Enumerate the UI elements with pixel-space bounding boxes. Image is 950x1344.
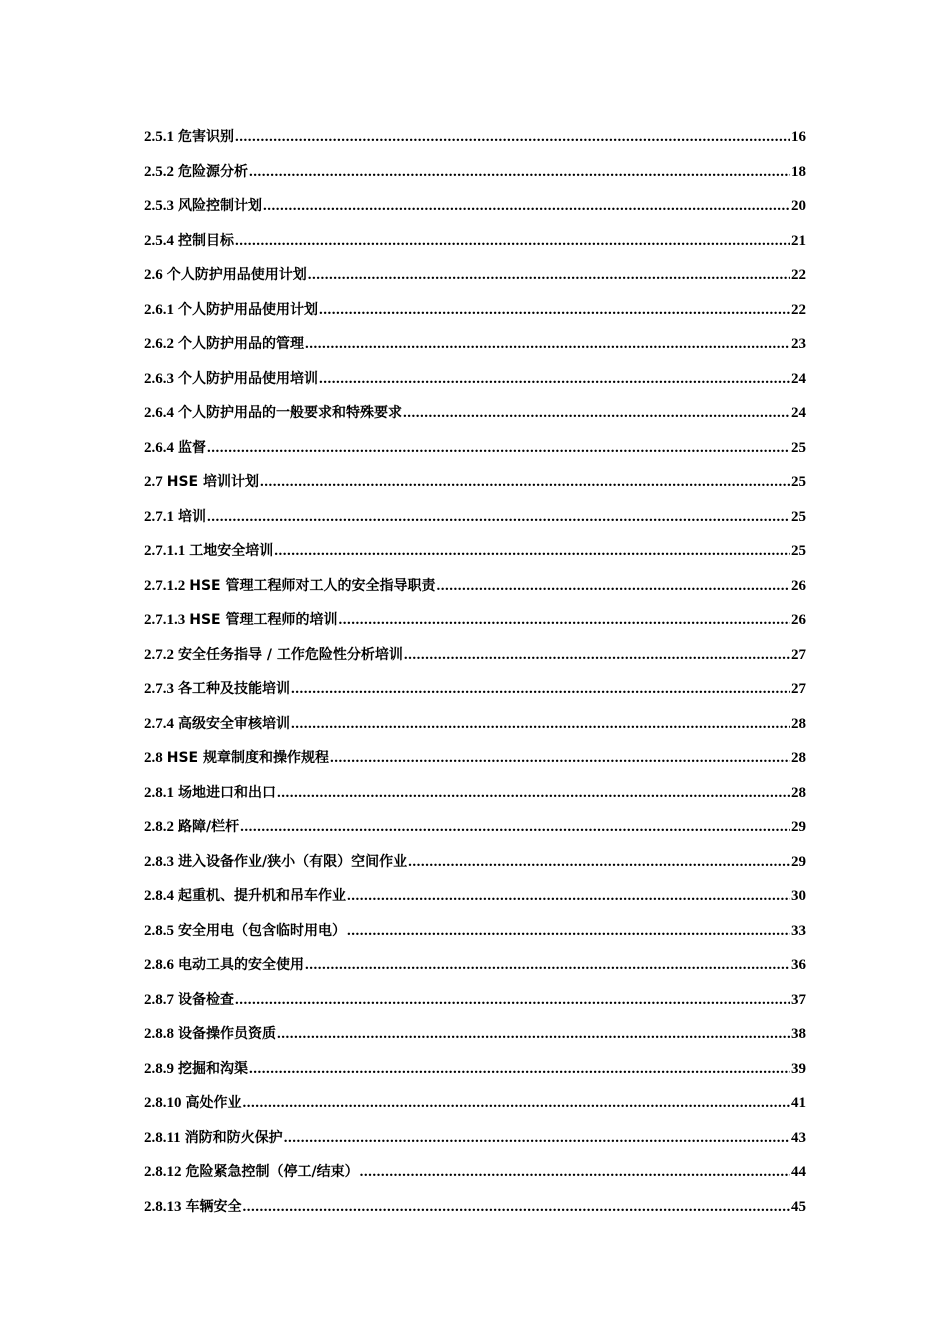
dot-leader <box>207 431 790 466</box>
toc-page-number: 28 <box>791 715 806 732</box>
toc-entry[interactable] <box>144 396 806 431</box>
dot-leader <box>339 603 791 638</box>
toc-number: 2.8.12 <box>144 1164 182 1180</box>
toc-title: 设备操作员资质 <box>178 1026 276 1042</box>
dot-leader <box>260 465 790 500</box>
toc-number: 2.8.10 <box>144 1095 182 1111</box>
toc-title: 个人防护用品的一般要求和特殊要求 <box>178 405 402 421</box>
toc-page-number: 21 <box>791 232 806 249</box>
toc-entry[interactable] <box>144 638 806 673</box>
toc-entry[interactable] <box>144 810 806 845</box>
toc-number: 2.7.1.2 <box>144 577 186 594</box>
toc-page-number: 33 <box>791 922 806 939</box>
toc-page-number: 39 <box>791 1060 806 1077</box>
toc-title: 路障/栏杆 <box>178 819 240 835</box>
toc-title: 消防和防火保护 <box>184 1129 283 1146</box>
dot-leader <box>305 327 790 362</box>
toc-entry[interactable] <box>144 362 806 397</box>
toc-number: 2.8.11 <box>144 1129 181 1146</box>
toc-title: 设备检查 <box>178 991 234 1008</box>
dot-leader <box>319 293 790 328</box>
toc-entry[interactable] <box>144 258 806 293</box>
toc-page-number: 26 <box>791 577 806 594</box>
toc-page-number: 44 <box>791 1164 806 1180</box>
dot-leader <box>284 1121 790 1156</box>
toc-entry[interactable] <box>144 431 806 466</box>
toc-page-number: 27 <box>791 681 806 697</box>
toc-page-number: 38 <box>791 1026 806 1042</box>
toc-entry[interactable] <box>144 500 806 535</box>
dot-leader <box>408 845 790 880</box>
toc-title: 车辆安全 <box>185 1198 242 1215</box>
dot-leader <box>240 810 790 845</box>
toc-number: 2.6 <box>144 267 163 283</box>
dot-leader <box>277 776 790 811</box>
toc-title: HSE 规章制度和操作规程 <box>166 750 329 766</box>
toc-title: HSE 管理工程师对工人的安全指导职责 <box>189 577 436 594</box>
toc-entry[interactable] <box>144 1155 806 1190</box>
dot-leader <box>347 914 790 949</box>
toc-title: 高处作业 <box>185 1095 242 1111</box>
table-of-contents <box>144 120 806 1224</box>
toc-number: 2.8 <box>144 750 163 766</box>
toc-number: 2.5.3 <box>144 198 174 214</box>
toc-number: 2.8.2 <box>144 819 174 835</box>
toc-number: 2.6.4 <box>144 439 174 456</box>
toc-title: 场地进口和出口 <box>178 784 276 801</box>
toc-entry[interactable] <box>144 327 806 362</box>
toc-page-number: 24 <box>791 405 806 421</box>
toc-number: 2.6.1 <box>144 301 174 318</box>
dot-leader <box>330 741 790 776</box>
toc-number: 2.8.13 <box>144 1198 182 1215</box>
toc-title: 进入设备作业/狭小（有限）空间作业 <box>178 853 408 870</box>
toc-title: 安全任务指导 / 工作危险性分析培训 <box>178 646 403 663</box>
toc-number: 2.5.4 <box>144 232 174 249</box>
toc-number: 2.5.2 <box>144 163 174 180</box>
toc-page-number: 25 <box>791 508 806 525</box>
toc-number: 2.8.7 <box>144 991 174 1008</box>
toc-number: 2.7.4 <box>144 715 174 732</box>
toc-title: 电动工具的安全使用 <box>178 957 304 973</box>
toc-page-number: 36 <box>791 957 806 973</box>
toc-entry[interactable] <box>144 189 806 224</box>
toc-title: HSE 管理工程师的培训 <box>189 612 338 628</box>
toc-page-number: 20 <box>791 198 806 214</box>
toc-number: 2.7.1.1 <box>144 543 186 559</box>
toc-entry[interactable] <box>144 120 806 155</box>
toc-title: 危害识别 <box>178 129 234 145</box>
dot-leader <box>207 500 790 535</box>
toc-entry[interactable] <box>144 1052 806 1087</box>
toc-title: 危险源分析 <box>178 163 248 180</box>
toc-entry[interactable] <box>144 672 806 707</box>
toc-entry[interactable] <box>144 534 806 569</box>
toc-page-number: 22 <box>791 301 806 318</box>
toc-number: 2.8.8 <box>144 1026 174 1042</box>
toc-entry[interactable] <box>144 603 806 638</box>
toc-page-number: 23 <box>791 336 806 352</box>
toc-number: 2.6.4 <box>144 405 174 421</box>
toc-number: 2.7 <box>144 474 163 490</box>
toc-number: 2.8.1 <box>144 784 174 801</box>
dot-leader <box>235 983 790 1018</box>
toc-page-number: 28 <box>791 750 806 766</box>
toc-entry[interactable] <box>144 707 806 742</box>
toc-title: 控制目标 <box>178 232 234 249</box>
toc-title: 个人防护用品使用培训 <box>178 370 318 387</box>
toc-page-number: 25 <box>791 474 806 490</box>
toc-title: 各工种及技能培训 <box>178 681 290 697</box>
toc-page-number: 41 <box>791 1095 806 1111</box>
toc-entry[interactable] <box>144 879 806 914</box>
toc-page-number: 30 <box>791 888 806 904</box>
dot-leader <box>263 189 790 224</box>
toc-page-number: 28 <box>791 784 806 801</box>
dot-leader <box>360 1155 790 1190</box>
toc-entry[interactable] <box>144 155 806 190</box>
toc-page-number: 29 <box>791 819 806 835</box>
toc-number: 2.5.1 <box>144 129 174 145</box>
toc-page-number: 45 <box>791 1198 806 1215</box>
toc-number: 2.8.9 <box>144 1060 174 1077</box>
toc-entry[interactable] <box>144 1086 806 1121</box>
dot-leader <box>347 879 790 914</box>
toc-number: 2.8.4 <box>144 888 174 904</box>
toc-number: 2.7.1.3 <box>144 612 186 628</box>
toc-title: 起重机、提升机和吊车作业 <box>178 888 346 904</box>
toc-page-number: 25 <box>791 543 806 559</box>
dot-leader <box>235 224 790 259</box>
toc-title: 工地安全培训 <box>189 543 274 559</box>
toc-title: 危险紧急控制（停工/结束） <box>185 1164 359 1180</box>
dot-leader <box>249 155 790 190</box>
toc-title: 高级安全审核培训 <box>178 715 290 732</box>
toc-page-number: 37 <box>791 991 806 1008</box>
toc-entry[interactable] <box>144 1121 806 1156</box>
toc-entry[interactable] <box>144 569 806 604</box>
dot-leader <box>437 569 791 604</box>
dot-leader <box>308 258 790 293</box>
dot-leader <box>403 396 790 431</box>
toc-page-number: 24 <box>791 370 806 387</box>
toc-page-number: 29 <box>791 853 806 870</box>
toc-page-number: 18 <box>791 163 806 180</box>
toc-number: 2.7.1 <box>144 508 174 525</box>
toc-entry[interactable] <box>144 983 806 1018</box>
toc-title: 监督 <box>178 439 206 456</box>
toc-title: 个人防护用品使用计划 <box>166 267 307 283</box>
toc-entry[interactable] <box>144 948 806 983</box>
dot-leader <box>291 672 790 707</box>
toc-page-number: 27 <box>791 646 806 663</box>
toc-entry[interactable] <box>144 1190 806 1225</box>
dot-leader <box>243 1086 791 1121</box>
toc-title: 安全用电（包含临时用电） <box>178 922 346 939</box>
toc-page-number: 22 <box>791 267 806 283</box>
toc-title: 风险控制计划 <box>178 198 262 214</box>
dot-leader <box>277 1017 790 1052</box>
toc-number: 2.8.3 <box>144 853 174 870</box>
toc-entry[interactable] <box>144 741 806 776</box>
toc-entry[interactable] <box>144 914 806 949</box>
dot-leader <box>274 534 790 569</box>
toc-number: 2.6.2 <box>144 336 174 352</box>
toc-entry[interactable] <box>144 1017 806 1052</box>
toc-entry[interactable] <box>144 845 806 880</box>
dot-leader <box>249 1052 790 1087</box>
toc-page-number: 16 <box>791 129 806 145</box>
toc-number: 2.6.3 <box>144 370 174 387</box>
toc-number: 2.8.6 <box>144 957 174 973</box>
toc-number: 2.7.3 <box>144 681 174 697</box>
dot-leader <box>235 120 790 155</box>
toc-title: 培训 <box>178 508 206 525</box>
toc-number: 2.8.5 <box>144 922 174 939</box>
toc-entry[interactable] <box>144 224 806 259</box>
toc-page-number: 26 <box>791 612 806 628</box>
dot-leader <box>305 948 790 983</box>
toc-title: 个人防护用品使用计划 <box>178 301 318 318</box>
toc-title: 个人防护用品的管理 <box>178 336 304 352</box>
toc-title: HSE 培训计划 <box>166 474 259 490</box>
toc-entry[interactable] <box>144 465 806 500</box>
toc-title: 挖掘和沟渠 <box>178 1060 248 1077</box>
dot-leader <box>243 1190 791 1225</box>
toc-number: 2.7.2 <box>144 646 174 663</box>
toc-page-number: 25 <box>791 439 806 456</box>
dot-leader <box>291 707 790 742</box>
toc-entry[interactable] <box>144 293 806 328</box>
dot-leader <box>319 362 790 397</box>
dot-leader <box>404 638 790 673</box>
toc-page-number: 43 <box>791 1129 806 1146</box>
toc-entry[interactable] <box>144 776 806 811</box>
